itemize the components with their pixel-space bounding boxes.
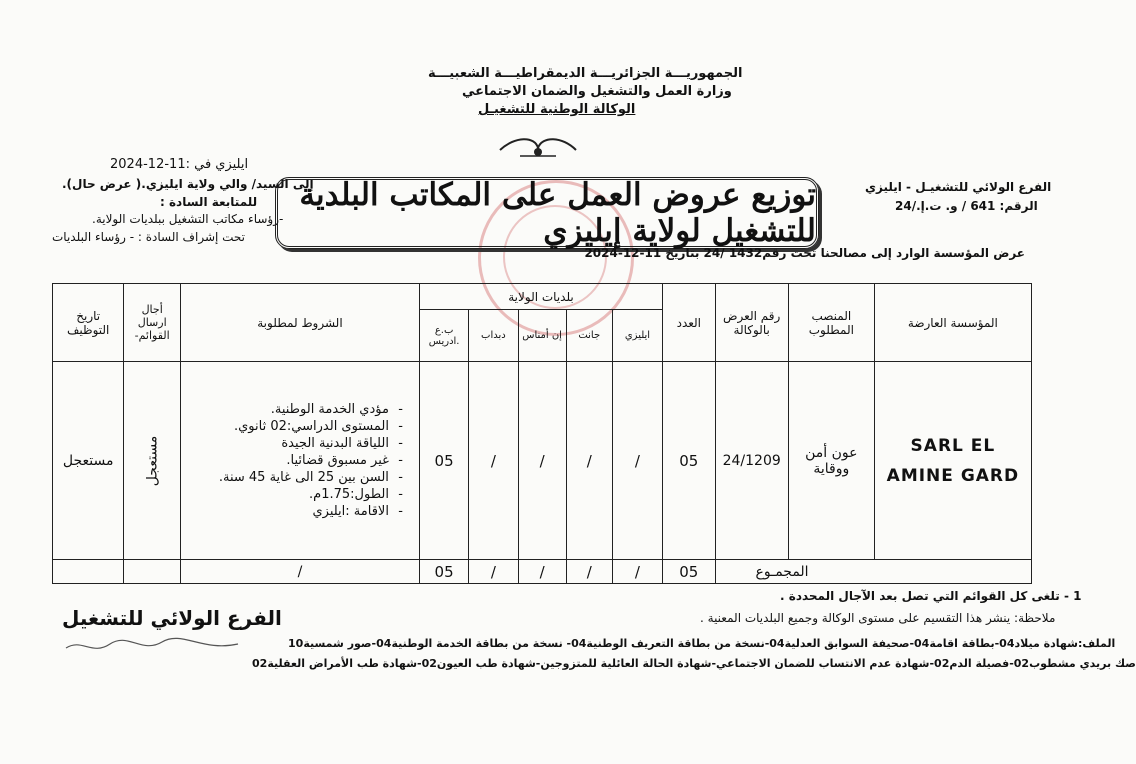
condition-item: - المستوى الدراسي:02 ثانوي. — [183, 418, 389, 435]
col-conditions: الشروط لمطلوبة — [180, 284, 419, 362]
col-m-illizi: ايليزي — [612, 310, 662, 362]
condition-item: - السن بين 25 الى غاية 45 سنة. — [183, 469, 389, 486]
m-debdeb-cell: / — [469, 362, 518, 560]
col-company: المؤسسة العارضة — [874, 284, 1031, 362]
signature-title: الفرع الولائي للتشغيل — [62, 606, 282, 630]
total-m-bordj-omar-driss: 05 — [419, 560, 468, 584]
note-1: 1 - تلغى كل القوائم التي تصل بعد الآجال المحددة . — [780, 589, 1082, 603]
branch-line: الفرع الولائي للتشغيـل - ايليزي — [865, 180, 1052, 194]
m-illizi-cell: / — [612, 362, 662, 560]
document-title: توزيع عروض العمل على المكاتب البلدية للتشغيل لولاية إيليزي — [275, 177, 819, 249]
col-hire-date: تاريخ التوظيف — [53, 284, 124, 362]
supervision-line: تحت إشراف السادة : - رؤساء البلديات — [52, 230, 246, 244]
offer-number-cell: 24/1209 — [715, 362, 788, 560]
deadline-cell — [124, 362, 181, 560]
company-cell — [874, 362, 1031, 560]
position-cell: عون أمن ووقاية — [788, 362, 874, 560]
agency-logo — [490, 132, 586, 162]
count-cell: 05 — [663, 362, 715, 560]
remark-line: ملاحظة: ينشر هذا التقسيم على مستوى الوكالة وجميع البلديات المعنية . — [700, 611, 1056, 625]
hire-date-cell: مستعجل — [53, 362, 124, 560]
m-bordj-omar-driss-cell: 05 — [419, 362, 468, 560]
total-count: 05 — [663, 560, 715, 584]
table-header-row — [53, 284, 1032, 310]
total-deadline — [124, 560, 181, 584]
conditions-cell — [180, 362, 419, 560]
signature-scribble — [62, 634, 242, 658]
total-m-djanet: / — [566, 560, 612, 584]
condition-item: - الاقامة :ايليزي — [183, 503, 389, 520]
agency-line: الوكالة الوطنية للتشغيـل — [478, 102, 636, 117]
col-m-debdeb: دبداب — [469, 310, 518, 362]
col-offer-number: رقم العرض بالوكالة — [715, 284, 788, 362]
total-hire-date — [53, 560, 124, 584]
conditions-list — [183, 401, 405, 520]
col-position: المنصب المطلوب — [788, 284, 874, 362]
condition-item: - غير مسبوق قضائيا. — [183, 452, 389, 469]
file-requirements-1: الملف:شهادة ميلاد04-بطاقة اقامة04-صحيفة السوابق العدلية04-نسخة من بطاقة التعريف الوطنية04- نسخة من بطاقة الخدمة الوطنية04-صور شمسية10 — [288, 637, 1116, 650]
condition-item: - مؤدي الخدمة الوطنية. — [183, 401, 389, 418]
col-deadline: أجال ارسال القوائم- — [124, 284, 181, 362]
col-m-djanet: جانت — [566, 310, 612, 362]
follow-line: للمتابعة السادة : — [160, 195, 258, 209]
m-in-amenas-cell: / — [518, 362, 566, 560]
table-row — [53, 362, 1032, 560]
total-label: المجمـوع — [715, 560, 1032, 584]
offers-table — [52, 283, 1032, 584]
deadline-value: مستعجل — [144, 435, 161, 486]
m-djanet-cell: / — [566, 362, 612, 560]
total-row — [53, 560, 1032, 584]
total-conditions: / — [180, 560, 419, 584]
total-m-in-amenas: / — [518, 560, 566, 584]
republic-line: الجمهوريـــة الجزائريـــة الديمقراطيـــة الشعبيـــة — [428, 66, 743, 81]
file-requirements-2: صك بريدي مشطوب02-فصيلة الدم02-شهادة عدم الانتساب للضمان الاجتماعي-شهادة الحالة العائلية للمتزوجين-شهادة طب العيون02-شهادة طب الأمراض العقلية02 — [252, 657, 1136, 670]
col-municipalities: بلديات الولاية — [419, 284, 662, 310]
col-count: العدد — [663, 284, 715, 362]
col-m-bordj-omar-driss: ب.ع .ادريس — [419, 310, 468, 362]
intro-line: عرض المؤسسة الوارد إلى مصالحنا تحت رقم1432 /24 بتاريخ 11-12-2024 — [584, 246, 1025, 260]
total-m-debdeb: / — [469, 560, 518, 584]
total-m-illizi: / — [612, 560, 662, 584]
date-line: ايليزي في :11-12-2024 — [110, 157, 249, 172]
company-name-line2: AMINE GARD — [886, 465, 1020, 486]
col-m-in-amenas: إن أمناس — [518, 310, 566, 362]
condition-item: - الطول:1.75م. — [183, 486, 389, 503]
ministry-line: وزارة العمل والتشغيل والضمان الاجتماعي — [462, 84, 732, 99]
reference-number: الرقم: 641 / و. ت.إ./24 — [895, 199, 1038, 213]
heads-line: -رؤساء مكاتب التشغيل ببلديات الولاية. — [92, 212, 284, 226]
recipient-line: إلى السيد/ والي ولاية ايليزي.( عرض حال). — [62, 177, 314, 191]
condition-item: - اللياقة البدنية الجيدة — [183, 435, 389, 452]
company-name-line1: SARL EL — [910, 435, 996, 456]
